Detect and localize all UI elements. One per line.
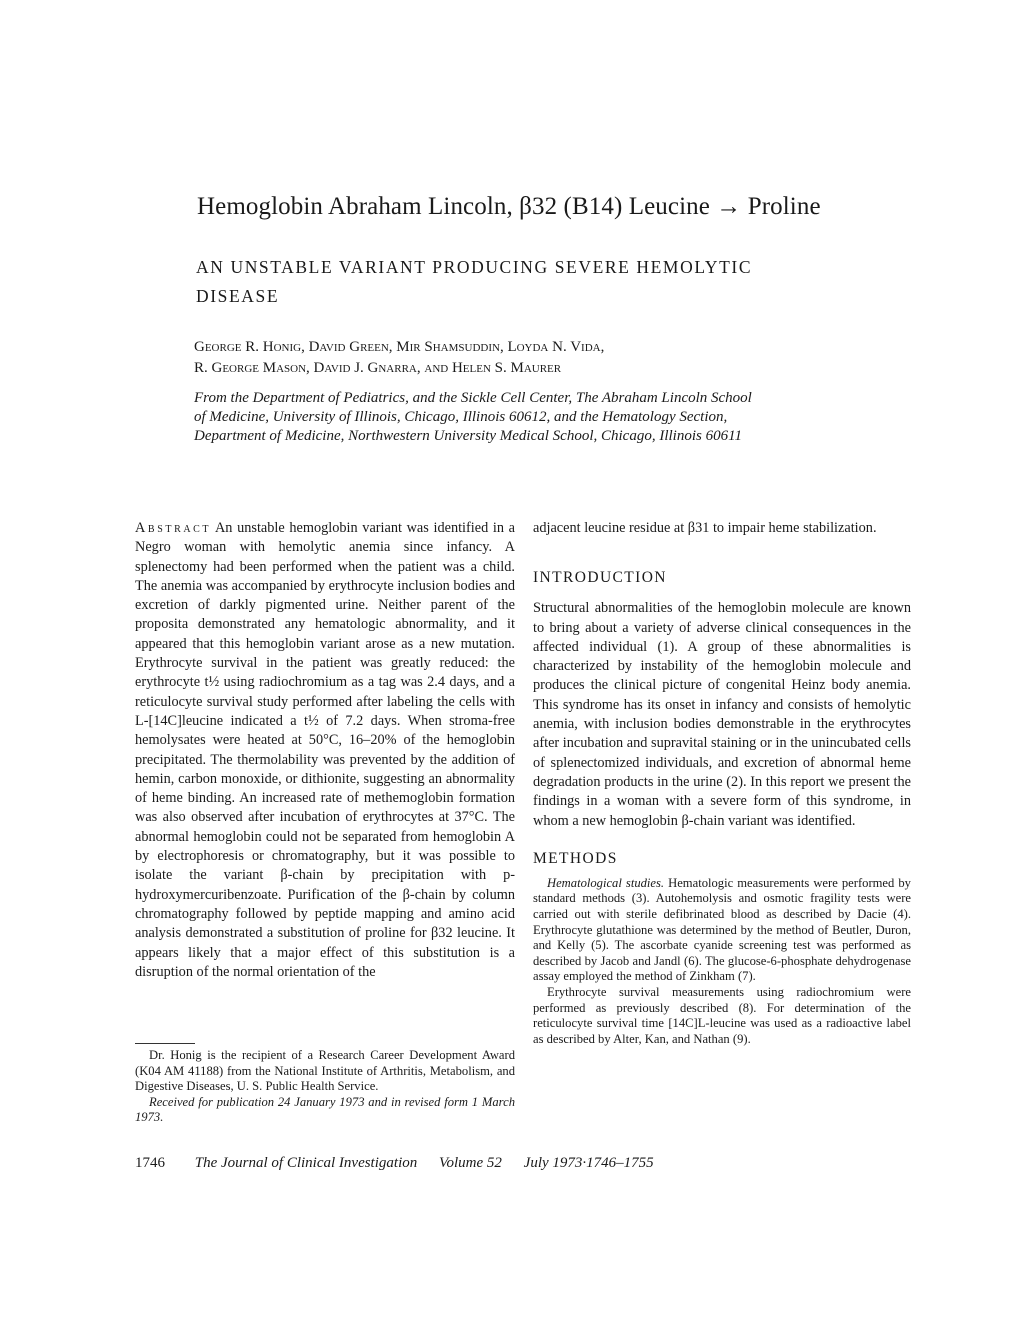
- methods-lead: Hematological studies.: [547, 875, 665, 890]
- abstract-paragraph: [135, 519, 515, 982]
- author-list: [194, 337, 754, 379]
- journal-name: The Journal of Clinical Investigation: [194, 1155, 418, 1171]
- footnote-received: Received for publication 24 January 1973 and in revised form 1 March 1973.: [135, 1094, 515, 1125]
- abstract-continued: adjacent leucine residue at β31 to impair heme stabilization.: [533, 520, 877, 536]
- page-number: 1746: [135, 1155, 165, 1171]
- journal-date-pages: July 1973·1746–1755: [523, 1155, 654, 1171]
- affiliation: From the Department of Pediatrics, and the Sickle Cell Center, The Abraham Lincoln School of Medicine, University of Illinois, Chicago, Illinois 60612, and the Hematology Section, Department of Medicine, Northwestern University Medical School, Chicago, Illinois 60611: [194, 390, 752, 444]
- abstract-label: Abstract: [135, 520, 212, 536]
- footnote: [135, 1048, 515, 1126]
- introduction-heading: INTRODUCTION: [533, 569, 667, 587]
- abstract-column: [135, 519, 515, 982]
- footnote-award: Dr. Honig is the recipient of a Research Career Development Award (K04 AM 41188) from the National Institute of Arthritis, Metabolism, and Digestive Diseases, U. S. Public Health Service.: [135, 1048, 515, 1094]
- author-line-2: R. George Mason, David J. Gnarra, and Helen S. Maurer: [194, 360, 562, 376]
- methods-paragraph-2: Erythrocyte survival measurements using radiochromium were performed as previously described (8). For determination of the reticulocyte survival time [14C]L-leucine was used as a radioactive label as described by Alter, Kan, and Nathan (9).: [533, 985, 911, 1046]
- right-column: [533, 519, 911, 1047]
- author-line-1: George R. Honig, David Green, Mir Shamsuddin, Loyda N. Vida,: [194, 339, 605, 355]
- methods-heading: METHODS: [533, 849, 618, 867]
- abstract-text: An unstable hemoglobin variant was identified in a Negro woman with hemolytic anemia since infancy. A splenectomy had been performed when the patient was a child. The anemia was accompanied by erythrocyte inclusion bodies and excretion of darkly pigmented urine. Neither parent of the proposita demonstrated any hematologic abnormality, and it appeared that this hemoglobin variant arose as a new mutation. Erythrocyte survival in the patient was greatly reduced: the erythrocyte t½ using radiochromium as a tag was 2.4 days, and a reticulocyte survival study performed after labeling the cells with L-[14C]leucine indicated a t½ of 7.2 days. When stroma-free hemolysates were heated at 50°C, 16–20% of the hemoglobin precipitated. The thermolability was prevented by the addition of hemin, carbon monoxide, or dithionite, suggesting an abnormality of heme binding. An increased rate of methemoglobin formation was also observed after incubation of erythrocytes at 37°C. The abnormal hemoglobin could not be separated from hemoglobin A by electrophoresis or chromatography, but it was possible to isolate the variant β-chain by precipitation with p-hydroxymercuribenzoate. Purification of the β-chain by column chromatography followed by peptide mapping and amino acid analysis demonstrated a substitution of proline for β32 leucine. It appears likely that a major effect of this substitution is a disruption of the normal orientation of the: [135, 520, 515, 980]
- methods-paragraph-1-text: Hematologic measurements were performed by standard methods (3). Autohemolysis and osmotic fragility tests were carried out with sterile defibrinated blood as described by Dacie (4). Erythrocyte glutathione was determined by the method of Beutler, Duron, and Kelly (5). The ascorbate cyanide screening test was performed as described by Jacob and Jandl (6). The glucose-6-phosphate dehydrogenase assay employed the method of Zinkham (7).: [533, 875, 911, 984]
- journal-volume: Volume 52: [438, 1155, 502, 1171]
- methods-paragraph-1: [533, 876, 911, 985]
- paper-subtitle: AN UNSTABLE VARIANT PRODUCING SEVERE HEMOLYTIC DISEASE: [196, 257, 753, 306]
- paper-title: Hemoglobin Abraham Lincoln, β32 (B14) Leucine → Proline: [197, 193, 821, 220]
- page-footer: [135, 1155, 654, 1172]
- footnote-rule: [135, 1043, 195, 1044]
- introduction-text: Structural abnormalities of the hemoglobin molecule are known to bring about a variety of adverse clinical consequences in the affected individual (1). A group of these abnormalities is characterized by instability of the hemoglobin molecule and produces the clinical picture of congenital Heinz body anemia. This syndrome has its onset in infancy and consists of hemolytic anemia, with inclusion bodies demonstrable in the erythrocytes after incubation and supravital staining or in the unincubated cells of splenectomized individuals, and excretion of abnormal heme degradation products in the urine (2). In this report we present the findings in a woman with a severe form of this syndrome, in whom a new hemoglobin β-chain variant was identified.: [533, 600, 911, 829]
